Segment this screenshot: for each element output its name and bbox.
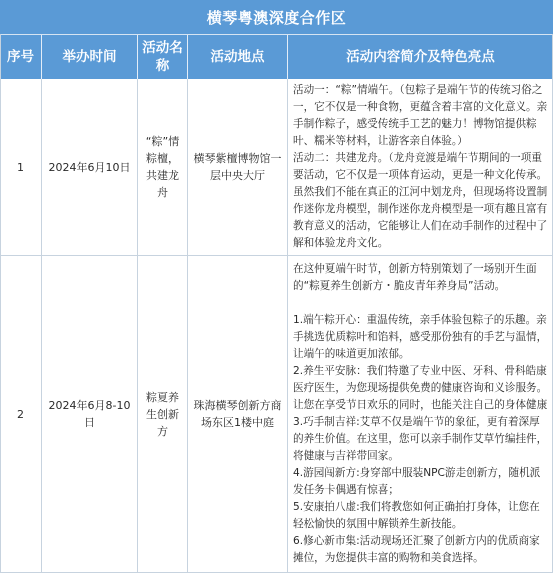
table-row (0, 79, 553, 256)
content-paragraph: 5.安康拍八虚:我们将教您如何正确拍打身体，让您在轻松愉快的氛围中解锁养生新技能。 (293, 501, 540, 530)
row-place: 横琴紫檀博物馆一层中央大厅 (188, 79, 288, 255)
content-paragraph: 6.修心新市集:活动现场还汇聚了创新方内的优质商家摊位，为您提供丰富的购物和美食选择。 (293, 535, 540, 564)
header-row (0, 35, 553, 79)
row-place: 珠海横琴创新方商场东区1楼中庭 (188, 256, 288, 572)
header-time: 举办时间 (42, 35, 138, 79)
content-paragraph: 4.游园闯新方:身穿部中服装NPC游走创新方，随机派发任务卡偶遇有惊喜； (293, 467, 541, 496)
content-paragraph: 1.端午粽开心：重温传统，亲手体验包粽子的乐趣。亲手挑选优质粽叶和馅料，感受那份独有的手艺与温情，让端午的味道更加浓郁。 (293, 314, 548, 360)
header-seq: 序号 (0, 35, 42, 79)
content-paragraph: 活动二：共建龙舟。（龙舟竞渡是端午节期间的一项重要活动，它不仅是一项体育运动，更是一种文化传承。虽然我们不能在真正的江河中划龙舟，但现场将设置制作迷你龙舟模型，制作迷你龙舟模型是一项有趣且富有教育意义的活动，它能够让人们在动手制作的过程中了解和体验龙舟文化。 (293, 152, 548, 249)
table-row (0, 256, 553, 573)
row-activity-name: 粽夏养生创新方 (138, 256, 188, 572)
row-time: 2024年6月10日 (42, 79, 138, 255)
header-content: 活动内容简介及特色亮点 (346, 49, 495, 65)
content-paragraph: 3.巧手制吉祥:艾草不仅是端午节的象征，更有着深厚的养生价值。在这里，您可以亲手制作艾草竹编挂件，将健康与吉祥带回家。 (293, 416, 548, 462)
paragraph-spacer (293, 295, 549, 312)
table-left-border (0, 34, 1, 572)
content-paragraph: 在这仲夏端午时节，创新方特别策划了一场别开生面的“粽夏养生创新方・脆皮青年养身局”活动。 (293, 263, 537, 292)
header-name: 活动名称 (138, 35, 188, 79)
row-activity-name: “粽”情粽檀，共建龙舟 (138, 79, 188, 255)
row-seq: 1 (0, 79, 42, 255)
row-content (288, 79, 553, 255)
content-paragraph: 活动一：“粽”情端午。（包粽子是端午节的传统习俗之一，它不仅是一种食物，更蕴含着丰富的文化意义。亲手制作粽子，感受传统手工艺的魅力！博物馆提供粽叶、糯米等材料，让游客亲自体验。） (293, 84, 548, 147)
row-time: 2024年6月8-10日 (42, 256, 138, 572)
header-place: 活动地点 (188, 35, 288, 79)
content-paragraph: 2.养生平安脉：我们特邀了专业中医、牙科、骨科皓康医疗医生，为您现场提供免费的健康咨询和义诊服务。让您在享受节日欢乐的同时，也能关注自己的身体健康 (293, 365, 548, 411)
row-seq: 2 (0, 256, 42, 572)
row-content (288, 256, 553, 572)
table-title: 横琴粤澳深度合作区 (0, 0, 553, 35)
